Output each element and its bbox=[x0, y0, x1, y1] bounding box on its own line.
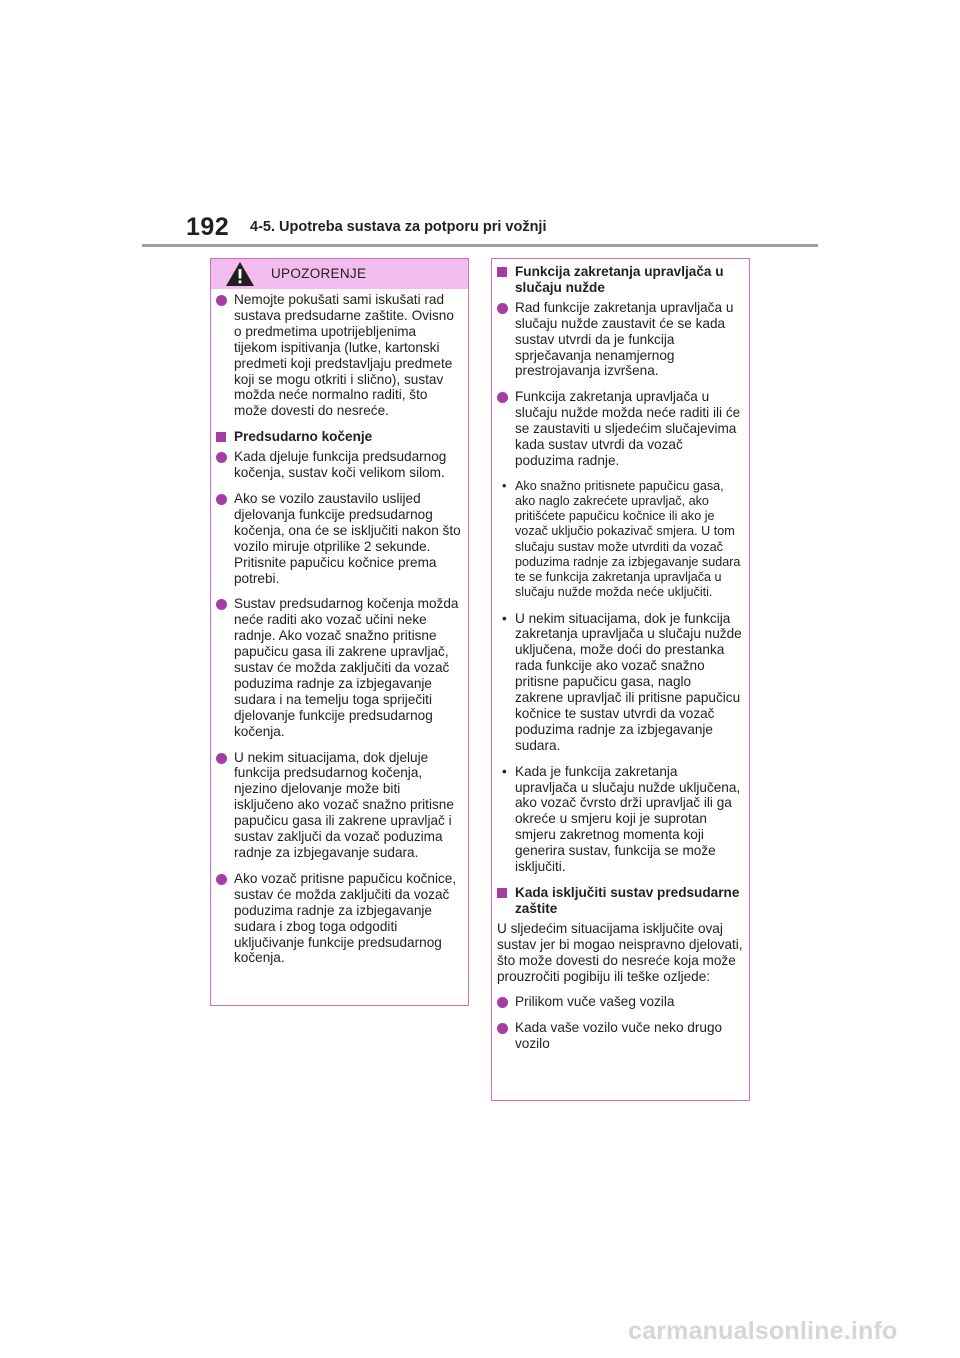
warning-item-text: Ako se vozilo zaustavilo uslijed djelovanja funkcije predsudarnog kočenja, ona će se isključiti nakon što vozilo miruje otprilike 2 sekunde. Pritisnite papučicu kočnice prema potrebi. bbox=[234, 490, 461, 586]
info-note bbox=[497, 764, 743, 875]
bullet-icon bbox=[216, 295, 227, 306]
warning-item-text: Sustav predsudarnog kočenja možda neće raditi ako vozač učini neke radnje. Ako vozač snažno pritisne papučicu gasa ili zakrene upravljač, sustav će možda zaključiti da vozač poduzima radnje za izbjegavanje sudara i na temelju toga spriječiti djelovanje funkcije predsudarnog kočenja. bbox=[234, 596, 459, 739]
bullet-icon bbox=[216, 452, 227, 463]
square-marker-icon bbox=[497, 267, 507, 277]
warning-item bbox=[216, 449, 462, 481]
warning-header bbox=[211, 259, 468, 289]
warning-item bbox=[216, 596, 462, 739]
info-note-text: Kada je funkcija zakretanja upravljača u slučaju nužde uključena, ako vozač čvrsto drži upravljač ili ga okreće u smjeru koji je suprotan smjeru zakretnog momenta koji generira sustav, funkcija se može isključiti. bbox=[515, 763, 741, 875]
header-divider bbox=[142, 244, 818, 247]
warning-item bbox=[216, 292, 462, 419]
bullet-icon bbox=[216, 753, 227, 764]
heading-text: Predsudarno kočenje bbox=[234, 429, 373, 445]
info-note-text: Ako snažno pritisnete papučicu gasa, ako naglo zakrećete upravljač, ako pritišćete papučicu kočnice ili ako je vozač uključio pokazivač smjera. U tom slučaju sustav može utvrditi da vozač poduzima radnje za izbjegavanje sudara te se funkcija zakretanja upravljača u slučaju nužde možda neće uključiti. bbox=[515, 478, 741, 600]
info-note-text: U nekim situacijama, dok je funkcija zakretanja upravljača u slučaju nužde uključena, može doći do prestanka rada funkcije ako vozač snažno pritisne papučicu gasa, naglo zakrene upravljač ili pritisne papučicu kočnice te sustav utvrdi da vozač poduzima radnje za izbjegavanje sudara. bbox=[515, 610, 742, 753]
warning-box bbox=[210, 258, 469, 1006]
warning-item bbox=[216, 750, 462, 861]
info-box bbox=[491, 258, 750, 1101]
bullet-icon bbox=[497, 1023, 508, 1034]
info-item-text: Rad funkcije zakretanja upravljača u slučaju nužde zaustavit će se kada sustav utvrdi da je funkcija sprječavanja nenamjernog prestrojavanja izvršena. bbox=[515, 299, 734, 379]
watermark: carmanualsonline.info bbox=[628, 1317, 898, 1345]
warning-item-text: U nekim situacijama, dok djeluje funkcija predsudarnog kočenja, njezino djelovanje može biti isključeno ako vozač snažno pritisne papučicu gasa ili zakrene upravljač i sustav zaključi da vozač poduzima radnje za izbjegavanje sudara. bbox=[234, 749, 454, 860]
page-number: 192 bbox=[186, 213, 230, 241]
bullet-icon bbox=[497, 392, 508, 403]
info-item bbox=[497, 1020, 743, 1052]
square-marker-icon bbox=[497, 888, 507, 898]
section-heading-iskljuciti-sustav bbox=[497, 885, 743, 917]
dot-marker-icon: • bbox=[502, 610, 507, 626]
warning-item bbox=[216, 491, 462, 586]
bullet-icon bbox=[216, 599, 227, 610]
info-item-text: Kada vaše vozilo vuče neko drugo vozilo bbox=[515, 1020, 723, 1052]
section-heading-zakretanje-upravljaca bbox=[497, 264, 743, 296]
info-item-text: Funkcija zakretanja upravljača u slučaju nužde možda neće raditi ili će se zaustaviti u sljedećim slučajevima kada sustav utvrdi da vozač poduzima radnje. bbox=[515, 389, 741, 468]
heading-text: Kada isključiti sustav predsudarne zaštite bbox=[515, 885, 740, 916]
info-item bbox=[497, 300, 743, 380]
info-item bbox=[497, 389, 743, 469]
bullet-icon bbox=[216, 874, 227, 885]
warning-item-text: Nemojte pokušati sami iskušati rad sustava predsudarne zaštite. Ovisno o predmetima upotrijebljenima tijekom ispitivanja (lutke, kartonski predmeti koji predstavljaju predmete koji se mogu otkriti i slično), sustav možda neće normalno raditi, što može dovesti do nesreće. bbox=[234, 292, 454, 419]
bullet-icon bbox=[216, 494, 227, 505]
section-heading-predsudarno-kocenje bbox=[216, 429, 462, 445]
warning-triangle-icon bbox=[225, 261, 255, 287]
warning-item-text: Kada djeluje funkcija predsudarnog kočenja, sustav koči velikom silom. bbox=[234, 449, 447, 481]
bullet-icon bbox=[497, 303, 508, 314]
info-paragraph: U sljedećim situacijama isključite ovaj sustav jer bi mogao neispravno djelovati, što može dovesti do nesreće koja može prouzročiti pogibiju ili teške ozljede: bbox=[497, 920, 743, 984]
info-note bbox=[497, 611, 743, 754]
warning-title: UPOZORENJE bbox=[271, 266, 367, 282]
dot-marker-icon: • bbox=[502, 478, 507, 493]
square-marker-icon bbox=[216, 432, 226, 442]
chapter-title: 4-5. Upotreba sustava za potporu pri vožnji bbox=[250, 219, 547, 235]
heading-text: Funkcija zakretanja upravljača u slučaju nužde bbox=[515, 264, 724, 295]
info-item-text: Prilikom vuče vašeg vozila bbox=[515, 994, 675, 1010]
info-note bbox=[497, 479, 743, 601]
warning-item-text: Ako vozač pritisne papučicu kočnice, sustav će možda zaključiti da vozač poduzima radnje za izbjegavanje sudara i zbog toga odgoditi uključivanje funkcije predsudarnog kočenja. bbox=[234, 870, 457, 966]
dot-marker-icon: • bbox=[502, 763, 507, 779]
bullet-icon bbox=[497, 997, 508, 1008]
warning-item bbox=[216, 871, 462, 966]
info-item bbox=[497, 994, 743, 1010]
warning-content bbox=[211, 289, 468, 966]
